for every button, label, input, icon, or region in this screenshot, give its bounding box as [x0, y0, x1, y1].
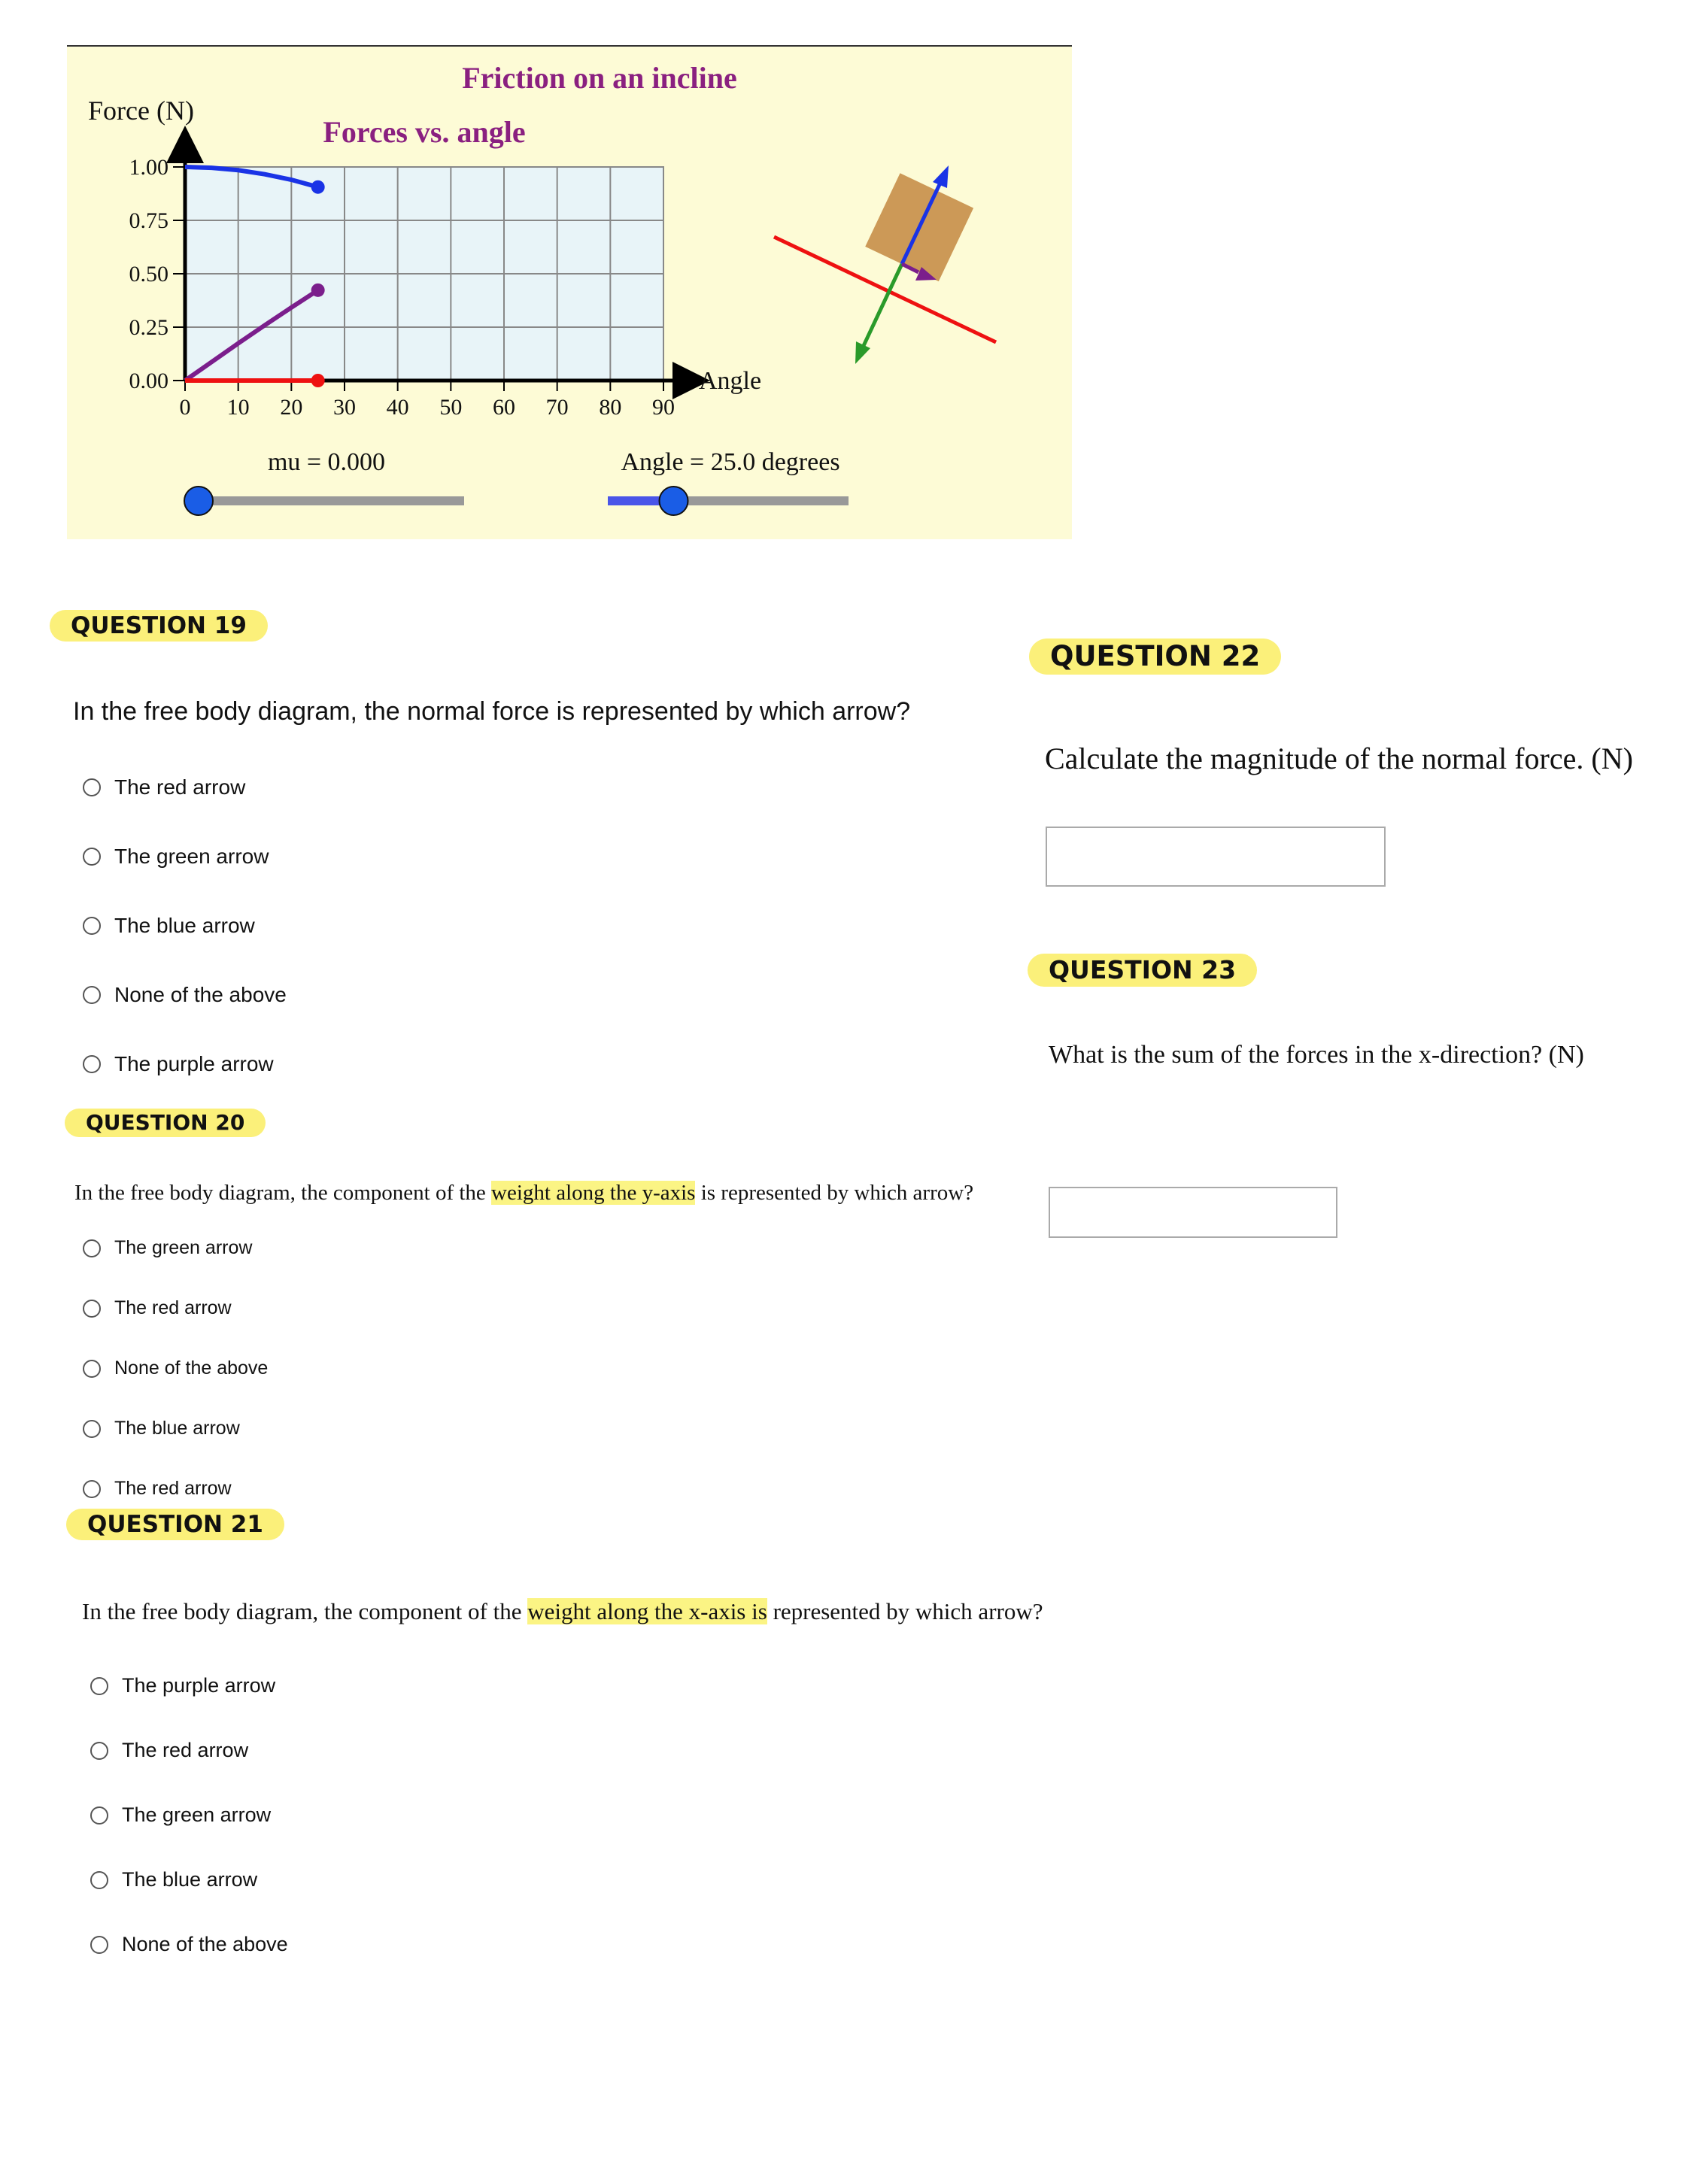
question-19-option[interactable] [83, 914, 255, 938]
mu-slider-track[interactable] [199, 496, 464, 505]
option-label: The green arrow [122, 1803, 272, 1826]
question-21-option[interactable] [90, 1803, 271, 1827]
question-19-option[interactable] [83, 983, 287, 1007]
mu-slider[interactable] [184, 487, 464, 515]
radio-button[interactable] [90, 1742, 108, 1760]
radio-button[interactable] [90, 1806, 108, 1825]
y-axis-label: Force (N) [88, 96, 194, 126]
radio-button[interactable] [90, 1677, 108, 1695]
question-20-text-end: is represented by which arrow? [695, 1181, 974, 1205]
radio-button[interactable] [83, 1300, 101, 1318]
x-tick-label: 30 [333, 395, 356, 420]
question-21-text-end: represented by which arrow? [767, 1598, 1043, 1624]
option-label: The red arrow [114, 1297, 232, 1318]
option-label: The green arrow [114, 845, 269, 868]
mu-slider-handle[interactable] [184, 487, 213, 515]
forces-vs-angle-chart [129, 144, 762, 420]
question-21-tag: QUESTION 21 [66, 1509, 284, 1540]
question-20-option[interactable] [83, 1297, 232, 1319]
radio-button[interactable] [83, 1239, 101, 1257]
angle-slider-handle[interactable] [660, 487, 688, 515]
option-label: None of the above [114, 1357, 269, 1379]
radio-button[interactable] [90, 1871, 108, 1889]
x-tick-label: 90 [652, 395, 675, 420]
radio-button[interactable] [83, 917, 101, 935]
radio-button[interactable] [83, 778, 101, 796]
x-tick-label: 20 [280, 395, 303, 420]
question-19-option[interactable] [83, 1052, 274, 1076]
question-19-tag: QUESTION 19 [50, 610, 268, 642]
x-tick-label: 40 [386, 395, 409, 420]
question-20-option[interactable] [83, 1478, 232, 1500]
question-21-highlight: weight along the x-axis is [527, 1598, 767, 1624]
option-label: The red arrow [114, 1478, 232, 1499]
graph-title: Forces vs. angle [323, 115, 526, 149]
question-20-option[interactable] [83, 1357, 268, 1379]
friction-force-endpoint [311, 374, 325, 387]
radio-button[interactable] [83, 1055, 101, 1073]
radio-button[interactable] [83, 1480, 101, 1498]
option-label: The purple arrow [122, 1674, 276, 1697]
option-label: The red arrow [122, 1739, 249, 1761]
question-21-text [82, 1598, 1043, 1625]
mu-label: mu = 0.000 [267, 448, 386, 476]
question-20-text [74, 1181, 973, 1206]
green-arrow [862, 264, 902, 349]
question-23-tag: QUESTION 23 [1028, 954, 1257, 987]
radio-button[interactable] [83, 848, 101, 866]
question-22-text: Calculate the magnitude of the normal force. (N) [1045, 742, 1633, 775]
x-tick-label: 60 [493, 395, 515, 420]
option-label: The blue arrow [114, 1418, 240, 1439]
x-tick-label: 80 [599, 395, 622, 420]
x-tick-label: 10 [226, 395, 250, 420]
question-22-tag: QUESTION 22 [1029, 639, 1281, 675]
question-22-answer-input[interactable] [1046, 827, 1386, 887]
x-axis-label: Angle [699, 367, 762, 395]
option-label: The purple arrow [114, 1052, 274, 1075]
option-label: The blue arrow [122, 1868, 258, 1891]
y-tick-label: 0.25 [129, 315, 168, 340]
question-21-option[interactable] [90, 1933, 288, 1956]
parallel-force-endpoint [311, 284, 325, 297]
y-tick-label: 0.75 [129, 208, 168, 233]
radio-button[interactable] [83, 986, 101, 1004]
radio-button[interactable] [83, 1420, 101, 1438]
question-20-option[interactable] [83, 1237, 252, 1259]
question-21-text-start: In the free body diagram, the component of the [82, 1598, 528, 1624]
question-23-answer-input[interactable] [1049, 1187, 1337, 1238]
free-body-diagram [774, 165, 996, 364]
x-tick-label: 70 [545, 395, 569, 420]
question-21-option[interactable] [90, 1674, 275, 1697]
green-arrowhead [855, 341, 870, 364]
y-tick-label: 0.00 [129, 369, 168, 393]
radio-button[interactable] [90, 1936, 108, 1954]
question-20-tag: QUESTION 20 [65, 1109, 266, 1137]
question-20-option[interactable] [83, 1418, 240, 1439]
question-20-text-start: In the free body diagram, the component of the [74, 1181, 492, 1205]
friction-simulation [67, 45, 1072, 539]
normal-force-endpoint [311, 180, 325, 194]
blue-arrowhead [933, 165, 949, 188]
x-tick-label: 50 [439, 395, 463, 420]
option-label: The red arrow [114, 775, 246, 799]
question-19-option[interactable] [83, 845, 269, 869]
option-label: The green arrow [114, 1237, 253, 1258]
x-tick-label: 0 [179, 395, 191, 420]
y-tick-label: 0.50 [129, 262, 168, 287]
question-21-option[interactable] [90, 1739, 248, 1762]
option-label: None of the above [114, 983, 287, 1006]
question-19-text: In the free body diagram, the normal force is represented by which arrow? [73, 697, 911, 726]
question-20-highlight: weight along the y-axis [491, 1181, 696, 1205]
y-tick-label: 1.00 [129, 155, 168, 180]
question-19-option[interactable] [83, 775, 245, 799]
option-label: The blue arrow [114, 914, 255, 937]
question-21-option[interactable] [90, 1868, 257, 1891]
angle-slider[interactable] [608, 487, 849, 515]
question-23-text: What is the sum of the forces in the x-direction? (N) [1049, 1041, 1584, 1069]
option-label: None of the above [122, 1933, 288, 1955]
simulation-title: Friction on an incline [462, 61, 737, 95]
angle-label: Angle = 25.0 degrees [621, 448, 840, 476]
radio-button[interactable] [83, 1360, 101, 1378]
simulation-canvas [67, 47, 1072, 539]
